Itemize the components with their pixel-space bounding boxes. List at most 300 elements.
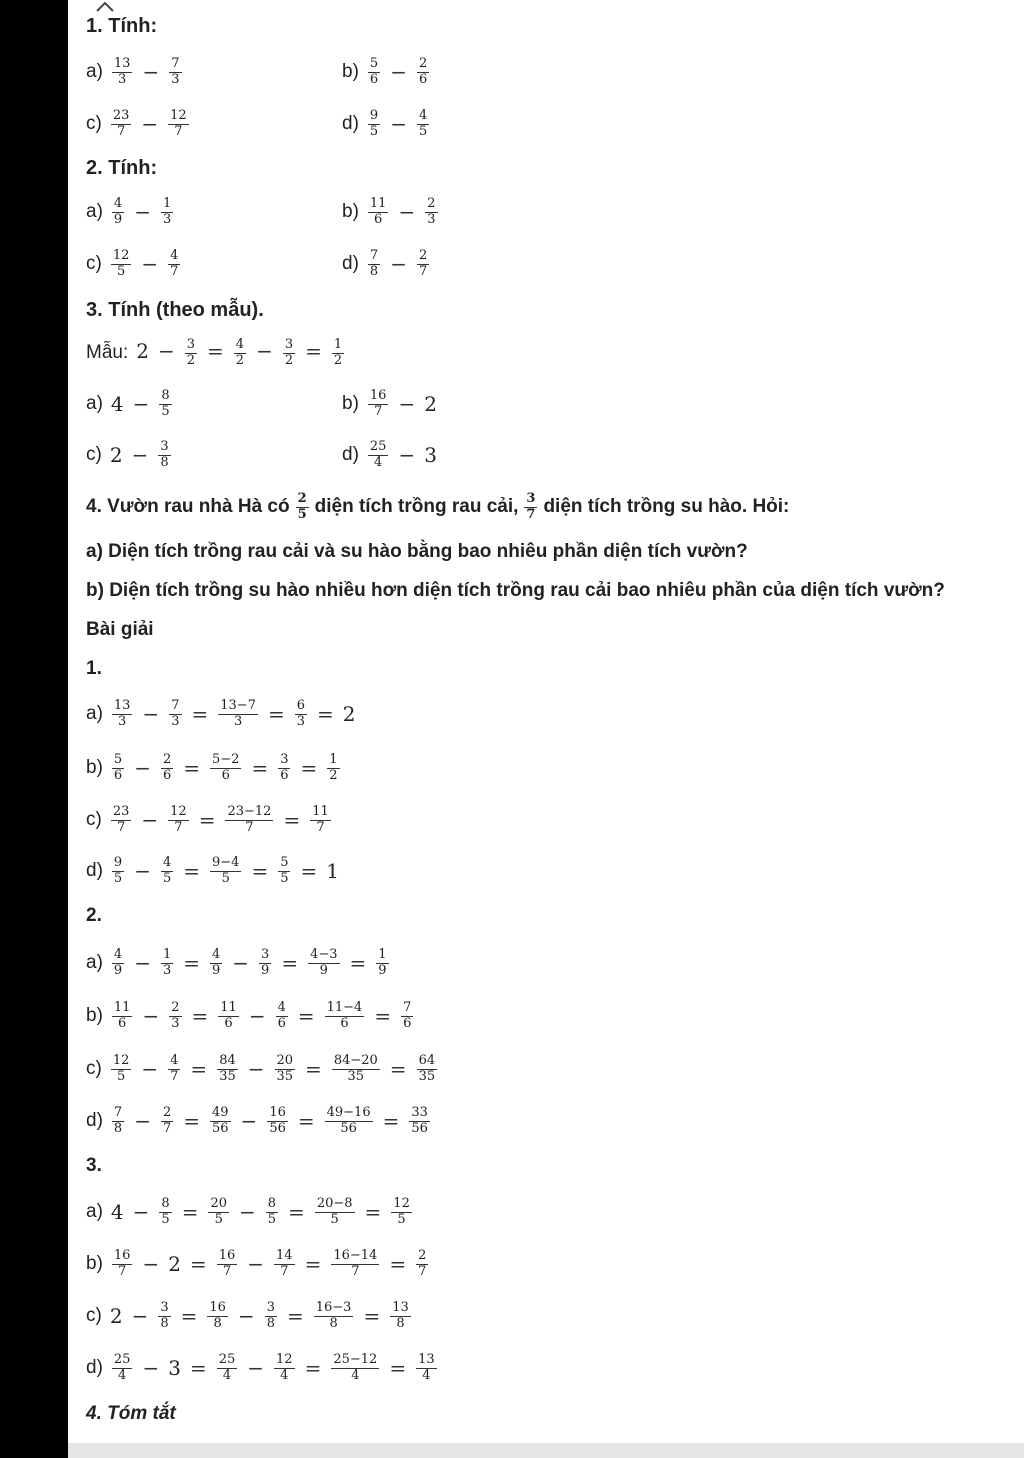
denominator: 9 bbox=[113, 962, 123, 978]
numerator: 8 bbox=[161, 387, 170, 403]
numerator: 4 bbox=[162, 854, 172, 870]
fraction bbox=[283, 338, 295, 369]
solution-4-title: 4. Tóm tắt bbox=[86, 1403, 176, 1424]
fraction bbox=[368, 197, 389, 228]
fraction bbox=[314, 1301, 354, 1332]
fraction bbox=[112, 57, 133, 88]
numerator: 13 bbox=[113, 55, 131, 71]
item-label: c) bbox=[86, 1305, 102, 1326]
solution-2-item bbox=[86, 998, 416, 1034]
numerator: 4 bbox=[277, 999, 286, 1015]
item-label: b) bbox=[86, 1253, 103, 1274]
equals-sign: = bbox=[190, 1057, 208, 1081]
solution-1-item bbox=[86, 696, 358, 732]
minus-sign: − bbox=[142, 1004, 160, 1028]
numerator: 3 bbox=[526, 490, 536, 506]
fraction bbox=[112, 699, 133, 730]
denominator: 9 bbox=[378, 962, 387, 978]
fraction bbox=[111, 249, 132, 280]
fraction bbox=[274, 1353, 295, 1384]
denominator: 6 bbox=[224, 1015, 233, 1031]
denominator: 7 bbox=[351, 1263, 360, 1279]
denominator: 7 bbox=[245, 819, 254, 835]
ex2-item bbox=[342, 246, 432, 282]
numerator: 6 bbox=[296, 697, 306, 713]
numerator: 33 bbox=[411, 1104, 428, 1120]
denominator: 7 bbox=[116, 123, 126, 139]
denominator: 4 bbox=[280, 1367, 289, 1383]
numerator: 9 bbox=[113, 854, 123, 870]
fraction bbox=[368, 249, 380, 280]
number: 4 bbox=[110, 1200, 124, 1224]
fraction bbox=[368, 109, 380, 140]
ex4-statement bbox=[86, 489, 789, 525]
ex3-item bbox=[86, 386, 175, 422]
denominator: 7 bbox=[316, 819, 325, 835]
numerator: 7 bbox=[369, 247, 379, 263]
denominator: 3 bbox=[427, 211, 436, 227]
fraction bbox=[207, 1301, 228, 1332]
numerator: 3 bbox=[160, 1299, 169, 1315]
fraction bbox=[210, 1106, 231, 1137]
equals-sign: = bbox=[317, 702, 334, 726]
item-label: b) bbox=[342, 61, 359, 82]
minus-sign: − bbox=[134, 200, 151, 224]
numerator: 9−4 bbox=[212, 854, 240, 870]
denominator: 3 bbox=[296, 713, 306, 729]
ex2-item bbox=[342, 194, 441, 230]
fraction bbox=[161, 856, 173, 887]
denominator: 3 bbox=[171, 713, 180, 729]
equals-sign: = bbox=[389, 1252, 407, 1276]
equals-sign: = bbox=[304, 1356, 322, 1380]
numerator: 2 bbox=[171, 999, 180, 1015]
fraction bbox=[267, 1106, 288, 1137]
numerator: 4 bbox=[170, 1052, 179, 1068]
fraction bbox=[112, 1001, 133, 1032]
numerator: 1 bbox=[333, 336, 343, 352]
minus-sign: − bbox=[134, 859, 151, 883]
equals-sign: = bbox=[288, 1200, 305, 1224]
denominator: 6 bbox=[418, 71, 428, 87]
fraction bbox=[161, 753, 173, 784]
solution-3-item bbox=[86, 1194, 415, 1230]
numerator: 23 bbox=[112, 803, 130, 819]
numerator: 13 bbox=[113, 697, 131, 713]
fraction bbox=[112, 856, 124, 887]
numerator: 64 bbox=[418, 1052, 436, 1068]
mau-example bbox=[86, 335, 347, 371]
ex1-item bbox=[342, 106, 432, 142]
fraction bbox=[234, 338, 246, 369]
numerator: 14 bbox=[276, 1247, 293, 1263]
denominator: 8 bbox=[329, 1315, 338, 1331]
denominator: 56 bbox=[269, 1120, 286, 1136]
item-label: a) bbox=[86, 952, 103, 973]
fraction bbox=[278, 856, 290, 887]
fraction bbox=[425, 197, 437, 228]
numerator: 25−12 bbox=[333, 1351, 378, 1367]
numerator: 16−3 bbox=[315, 1299, 352, 1315]
fraction bbox=[161, 197, 173, 228]
solution-1-item bbox=[86, 750, 343, 786]
denominator: 35 bbox=[219, 1068, 236, 1084]
equals-sign: = bbox=[207, 339, 224, 364]
numerator: 16 bbox=[269, 1104, 286, 1120]
equals-sign: = bbox=[281, 951, 299, 975]
numerator: 11 bbox=[220, 999, 237, 1015]
denominator: 7 bbox=[418, 1263, 427, 1279]
denominator: 9 bbox=[212, 962, 221, 978]
item-label: a) bbox=[86, 703, 103, 724]
equals-sign: = bbox=[382, 1109, 400, 1133]
item-label: d) bbox=[86, 1110, 103, 1131]
numerator: 23−12 bbox=[227, 803, 272, 819]
denominator: 8 bbox=[160, 454, 169, 470]
denominator: 3 bbox=[118, 71, 127, 87]
denominator: 2 bbox=[333, 352, 343, 368]
denominator: 8 bbox=[266, 1315, 275, 1331]
ex4-text-1: 4. Vườn rau nhà Hà có bbox=[86, 496, 290, 517]
denominator: 4 bbox=[422, 1367, 431, 1383]
fraction bbox=[185, 338, 197, 369]
denominator: 2 bbox=[329, 767, 338, 783]
denominator: 56 bbox=[212, 1120, 229, 1136]
equals-sign: = bbox=[181, 1200, 199, 1224]
denominator: 5 bbox=[221, 870, 230, 886]
equals-sign: = bbox=[364, 1200, 382, 1224]
numerator: 13 bbox=[418, 1351, 435, 1367]
ex1-title: 1. Tính: bbox=[86, 14, 158, 37]
numerator: 2 bbox=[297, 490, 307, 506]
minus-sign: − bbox=[390, 60, 407, 84]
denominator: 5 bbox=[116, 1068, 126, 1084]
ex2-title: 2. Tính: bbox=[86, 156, 158, 179]
ex2-item bbox=[86, 194, 176, 230]
denominator: 5 bbox=[330, 1211, 339, 1227]
ex4-question-b: b) Diện tích trồng su hào nhiều hơn diện tích trồng rau cải bao nhiêu phần của diện tích vườn? bbox=[86, 580, 945, 601]
minus-sign: − bbox=[398, 200, 416, 224]
fraction bbox=[111, 1054, 132, 1085]
denominator: 7 bbox=[280, 1263, 289, 1279]
equals-sign: = bbox=[389, 1356, 407, 1380]
ex4-question-a: a) Diện tích trồng rau cải và su hào bằng bao nhiêu phần diện tích vườn? bbox=[86, 541, 748, 562]
fraction bbox=[278, 753, 290, 784]
denominator: 6 bbox=[374, 211, 383, 227]
mau-expression bbox=[134, 338, 347, 369]
denominator: 56 bbox=[411, 1120, 428, 1136]
equals-sign: = bbox=[283, 808, 301, 832]
numerator: 11 bbox=[312, 803, 329, 819]
fraction bbox=[112, 1249, 133, 1280]
fraction bbox=[417, 249, 429, 280]
denominator: 6 bbox=[162, 767, 172, 783]
equals-sign: = bbox=[305, 339, 322, 364]
numerator: 25 bbox=[369, 438, 387, 454]
numerator: 3 bbox=[160, 438, 169, 454]
equals-sign: = bbox=[300, 756, 318, 780]
numerator: 2 bbox=[418, 1247, 427, 1263]
denominator: 5 bbox=[369, 123, 379, 139]
item-label: a) bbox=[86, 393, 103, 414]
ex1-item bbox=[86, 54, 185, 90]
numerator: 1 bbox=[378, 946, 387, 962]
denominator: 5 bbox=[161, 1211, 170, 1227]
equals-sign: = bbox=[183, 1109, 200, 1133]
denominator: 7 bbox=[222, 1263, 232, 1279]
solution-3-item bbox=[86, 1246, 431, 1282]
numerator: 12 bbox=[112, 1052, 130, 1068]
numerator: 16 bbox=[218, 1247, 236, 1263]
number: 2 bbox=[342, 702, 356, 726]
denominator: 5 bbox=[267, 1211, 277, 1227]
item-label: c) bbox=[86, 253, 102, 274]
numerator: 16 bbox=[209, 1299, 226, 1315]
item-label: a) bbox=[86, 61, 103, 82]
fraction bbox=[168, 249, 180, 280]
equals-sign: = bbox=[297, 1109, 315, 1133]
equals-sign: = bbox=[191, 1004, 209, 1028]
mau-label: Mẫu: bbox=[86, 342, 129, 363]
numerator: 5 bbox=[113, 751, 123, 767]
denominator: 7 bbox=[170, 1068, 179, 1084]
denominator: 8 bbox=[369, 263, 379, 279]
equals-sign: = bbox=[304, 1252, 322, 1276]
numerator: 23 bbox=[112, 107, 130, 123]
numerator: 4 bbox=[113, 195, 123, 211]
minus-sign: − bbox=[232, 951, 250, 975]
numerator: 20 bbox=[210, 1195, 227, 1211]
denominator: 7 bbox=[174, 123, 183, 139]
solution-3-item bbox=[86, 1298, 414, 1334]
item-label: b) bbox=[342, 393, 359, 414]
denominator: 3 bbox=[171, 1015, 180, 1031]
minus-sign: − bbox=[131, 1304, 149, 1328]
minus-sign: − bbox=[142, 60, 160, 84]
numerator: 4 bbox=[212, 946, 221, 962]
minus-sign: − bbox=[141, 112, 159, 136]
denominator: 5 bbox=[116, 263, 126, 279]
fraction bbox=[368, 440, 389, 471]
fraction bbox=[112, 1106, 124, 1137]
numerator: 9 bbox=[369, 107, 379, 123]
numerator: 5 bbox=[369, 55, 379, 71]
fraction bbox=[159, 1197, 171, 1228]
fraction bbox=[391, 1197, 412, 1228]
numerator: 1 bbox=[329, 751, 338, 767]
minus-sign: − bbox=[398, 443, 416, 467]
denominator: 6 bbox=[221, 767, 230, 783]
numerator: 2 bbox=[427, 195, 436, 211]
denominator: 8 bbox=[160, 1315, 169, 1331]
minus-sign: − bbox=[247, 1356, 265, 1380]
denominator: 2 bbox=[235, 352, 245, 368]
numerator: 84−20 bbox=[333, 1052, 378, 1068]
numerator: 11 bbox=[369, 195, 387, 211]
ex1-item bbox=[86, 106, 192, 142]
denominator: 7 bbox=[374, 403, 383, 419]
minus-sign: − bbox=[256, 339, 273, 364]
numerator: 12 bbox=[112, 247, 130, 263]
minus-sign: − bbox=[142, 1356, 160, 1380]
denominator: 2 bbox=[186, 352, 196, 368]
number: 2 bbox=[109, 443, 123, 467]
fraction bbox=[417, 109, 429, 140]
fraction bbox=[208, 1197, 229, 1228]
denominator: 4 bbox=[351, 1367, 360, 1383]
denominator: 9 bbox=[319, 962, 328, 978]
numerator: 84 bbox=[219, 1052, 236, 1068]
numerator: 7 bbox=[171, 697, 180, 713]
bottom-scroll-strip bbox=[68, 1443, 1024, 1458]
numerator: 25 bbox=[218, 1351, 236, 1367]
fraction bbox=[310, 805, 331, 836]
equals-sign: = bbox=[267, 702, 285, 726]
minus-sign: − bbox=[141, 252, 159, 276]
fraction bbox=[210, 856, 241, 887]
minus-sign: − bbox=[237, 1304, 255, 1328]
item-label: c) bbox=[86, 1058, 102, 1079]
numerator: 25 bbox=[113, 1351, 131, 1367]
fraction bbox=[274, 1249, 295, 1280]
fraction bbox=[169, 57, 181, 88]
ex3-item bbox=[86, 437, 174, 473]
fraction bbox=[111, 109, 132, 140]
numerator: 1 bbox=[162, 946, 172, 962]
fraction bbox=[161, 1106, 173, 1137]
equals-sign: = bbox=[251, 756, 269, 780]
number: 2 bbox=[168, 1252, 181, 1276]
fraction bbox=[332, 1054, 380, 1085]
item-label: d) bbox=[342, 444, 359, 465]
ex4-fraction-2 bbox=[524, 492, 537, 523]
solution-3-title: 3. bbox=[86, 1155, 102, 1176]
denominator: 2 bbox=[284, 352, 294, 368]
denominator: 35 bbox=[347, 1068, 365, 1084]
number: 1 bbox=[326, 859, 339, 883]
number: 3 bbox=[424, 443, 437, 467]
fraction bbox=[315, 1197, 355, 1228]
solution-2-item bbox=[86, 1051, 440, 1087]
denominator: 4 bbox=[222, 1367, 232, 1383]
denominator: 7 bbox=[116, 819, 126, 835]
numerator: 5−2 bbox=[212, 751, 240, 767]
fraction bbox=[159, 389, 171, 420]
denominator: 5 bbox=[418, 123, 428, 139]
solution-1-item bbox=[86, 853, 341, 889]
numerator: 49 bbox=[212, 1104, 229, 1120]
ex2-item bbox=[86, 246, 183, 282]
item-label: c) bbox=[86, 444, 102, 465]
item-label: b) bbox=[86, 1005, 103, 1026]
numerator: 49−16 bbox=[326, 1104, 371, 1120]
minus-sign: − bbox=[141, 1057, 159, 1081]
document-page bbox=[68, 0, 1024, 1443]
solution-1-item bbox=[86, 802, 334, 838]
denominator: 6 bbox=[277, 1015, 286, 1031]
denominator: 3 bbox=[233, 713, 243, 729]
fraction bbox=[168, 1054, 180, 1085]
numerator: 3 bbox=[186, 336, 196, 352]
fraction bbox=[276, 1001, 288, 1032]
denominator: 7 bbox=[170, 263, 179, 279]
numerator: 7 bbox=[403, 999, 412, 1015]
solution-2-title: 2. bbox=[86, 905, 102, 926]
numerator: 4 bbox=[418, 107, 428, 123]
minus-sign: − bbox=[134, 756, 151, 780]
ex4-text-3: diện tích trồng su hào. Hỏi: bbox=[543, 496, 790, 517]
number: 2 bbox=[424, 392, 437, 416]
ex4-fraction-1 bbox=[296, 492, 309, 523]
equals-sign: = bbox=[251, 859, 269, 883]
fraction bbox=[217, 1249, 238, 1280]
item-label: d) bbox=[86, 1357, 103, 1378]
numerator: 13−7 bbox=[220, 697, 256, 713]
fraction bbox=[158, 1301, 170, 1332]
denominator: 3 bbox=[118, 713, 127, 729]
fraction bbox=[325, 1001, 365, 1032]
denominator: 7 bbox=[162, 1120, 172, 1136]
numerator: 8 bbox=[161, 1195, 170, 1211]
numerator: 8 bbox=[267, 1195, 277, 1211]
item-label: d) bbox=[342, 113, 359, 134]
solution-2-item bbox=[86, 945, 392, 981]
fraction bbox=[112, 197, 124, 228]
denominator: 9 bbox=[113, 211, 123, 227]
minus-sign: − bbox=[157, 339, 175, 364]
fraction bbox=[210, 948, 222, 979]
minus-sign: − bbox=[240, 1109, 258, 1133]
fraction bbox=[332, 338, 344, 369]
denominator: 5 bbox=[297, 506, 307, 522]
equals-sign: = bbox=[363, 1304, 381, 1328]
equals-sign: = bbox=[191, 702, 209, 726]
equals-sign: = bbox=[189, 1356, 207, 1380]
fraction bbox=[327, 753, 339, 784]
fraction bbox=[266, 1197, 278, 1228]
denominator: 5 bbox=[397, 1211, 406, 1227]
numerator: 12 bbox=[393, 1195, 410, 1211]
ex3-item bbox=[342, 437, 439, 473]
minus-sign: − bbox=[390, 112, 407, 136]
fraction bbox=[169, 1001, 181, 1032]
fraction bbox=[158, 440, 170, 471]
numerator: 16−14 bbox=[333, 1247, 378, 1263]
minus-sign: − bbox=[142, 1252, 160, 1276]
equals-sign: = bbox=[374, 1004, 392, 1028]
numerator: 1 bbox=[162, 195, 172, 211]
equals-sign: = bbox=[183, 951, 200, 975]
denominator: 8 bbox=[396, 1315, 405, 1331]
denominator: 7 bbox=[526, 506, 536, 522]
numerator: 7 bbox=[113, 1104, 123, 1120]
numerator: 11 bbox=[113, 999, 131, 1015]
minus-sign: − bbox=[132, 1200, 150, 1224]
numerator: 3 bbox=[280, 751, 289, 767]
minus-sign: − bbox=[390, 252, 407, 276]
denominator: 9 bbox=[261, 962, 270, 978]
denominator: 4 bbox=[374, 454, 383, 470]
fraction bbox=[416, 1353, 437, 1384]
denominator: 5 bbox=[161, 403, 170, 419]
fraction bbox=[259, 948, 271, 979]
minus-sign: − bbox=[239, 1200, 256, 1224]
item-label: c) bbox=[86, 809, 102, 830]
equals-sign: = bbox=[183, 859, 200, 883]
numerator: 3 bbox=[261, 946, 270, 962]
ex4-text-2: diện tích trồng rau cải, bbox=[314, 496, 519, 517]
denominator: 5 bbox=[162, 870, 172, 886]
